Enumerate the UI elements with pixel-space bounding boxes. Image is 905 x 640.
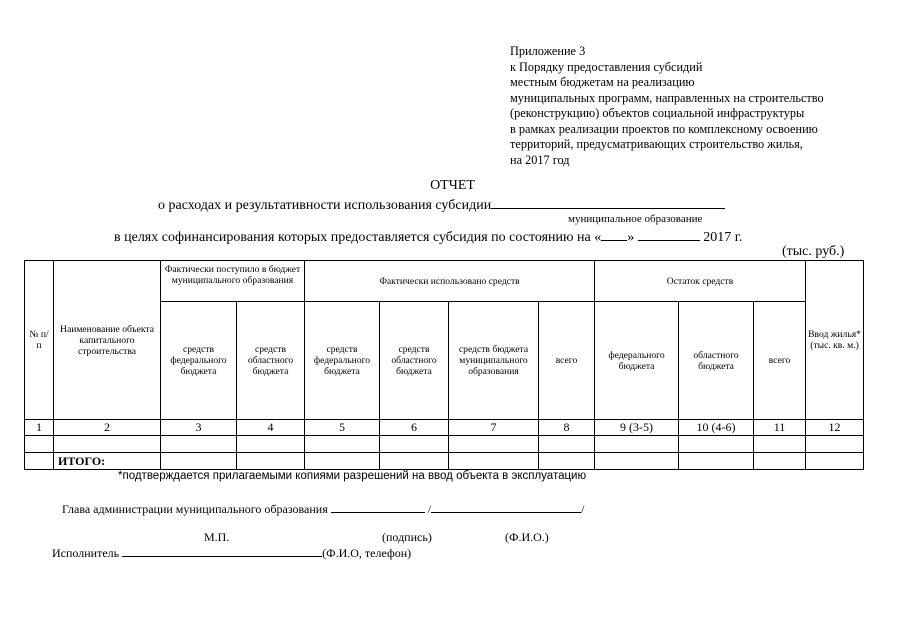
subtitle-1-text: о расходах и результативности использования субсидии [158,198,492,213]
header-used-reg: средств областного бюджета [380,302,449,420]
executor-line [52,545,411,561]
col-number: 11 [754,420,806,436]
header-used-total: всего [539,302,595,420]
empty-cell[interactable] [806,453,864,470]
fio-caption: (Ф.И.О.) [505,530,549,544]
name-blank-line[interactable] [431,501,581,513]
header-rem-reg: областного бюджета [679,302,754,420]
header-housing-unit: (тыс. кв. м.) [810,340,859,351]
signature-blank-line[interactable] [331,501,425,513]
header-rec-fed: средств федерального бюджета [161,302,237,420]
total-row [25,453,864,470]
report-title: ОТЧЕТ [430,178,475,193]
empty-cell[interactable] [449,453,539,470]
empty-cell[interactable] [806,436,864,453]
header-used-fed: средств федерального бюджета [305,302,380,420]
total-label: ИТОГО: [54,453,161,470]
empty-cell[interactable] [54,436,161,453]
empty-cell[interactable] [161,453,237,470]
empty-cell[interactable] [754,436,806,453]
col-number: 5 [305,420,380,436]
head-label: Глава администрации муниципального образования [62,502,328,516]
header-rem-fed: федерального бюджета [595,302,679,420]
head-signature-line: Глава администрации муниципального образования / / [62,502,585,516]
executor-label: Исполнитель [52,546,120,560]
municipality-caption: муниципальное образование [568,213,703,225]
empty-cell[interactable] [539,436,595,453]
empty-cell[interactable] [161,436,237,453]
empty-cell[interactable] [539,453,595,470]
col-number: 2 [54,420,161,436]
subtitle-2-prefix: в целях софинансирования которых предоставляется субсидия по состоянию на « [114,230,602,245]
col-number: 8 [539,420,595,436]
header-name: Наименование объекта капитального строительства [54,261,161,420]
empty-cell[interactable] [237,453,305,470]
col-number: 12 [806,420,864,436]
stamp-place-label: М.П. [204,530,230,544]
empty-cell[interactable] [679,436,754,453]
col-number: 3 [161,420,237,436]
empty-cell[interactable] [25,453,54,470]
subtitle-2-year: 2017 г. [703,230,743,245]
col-number: 1 [25,420,54,436]
month-blank-line[interactable] [638,228,700,241]
report-table [24,260,864,470]
header-num: № п/п [25,261,54,420]
empty-cell[interactable] [380,436,449,453]
empty-cell[interactable] [380,453,449,470]
header-used: Фактически использовано средств [305,261,595,302]
report-subtitle-2 [114,228,742,246]
appendix-line: к Порядку предоставления субсидий [510,59,703,74]
day-blank-line[interactable] [601,228,627,241]
appendix-line: в рамках реализации проектов по комплексному освоению [510,121,818,136]
report-subtitle-1 [158,196,725,214]
col-number: 4 [237,420,305,436]
header-housing-title: Ввод жилья* [808,329,861,340]
empty-cell[interactable] [25,436,54,453]
municipality-blank-line[interactable] [491,196,725,209]
header-remaining: Остаток средств [595,261,806,302]
units-label: (тыс. руб.) [782,244,845,259]
appendix-line: на 2017 год [510,152,570,167]
appendix-line: Приложение 3 [510,44,586,58]
empty-cell[interactable] [305,436,380,453]
col-number: 9 (3-5) [595,420,679,436]
executor-blank-line[interactable] [122,545,322,557]
empty-cell[interactable] [754,453,806,470]
empty-cell[interactable] [595,436,679,453]
appendix-line: муниципальных программ, направленных на строительство [510,90,824,105]
col-number: 10 (4-6) [679,420,754,436]
empty-cell[interactable] [305,453,380,470]
header-used-mun: средств бюджета муниципального образования [449,302,539,420]
footnote: *подтверждается прилагаемыми копиями разрешений на ввод объекта в эксплуатацию [118,470,587,482]
appendix-line: местным бюджетам на реализацию [510,75,695,89]
header-received: Фактически поступило в бюджет муниципального образования [161,261,305,302]
appendix-line: (реконструкцию) объектов социальной инфраструктуры [510,106,805,120]
empty-cell[interactable] [679,453,754,470]
empty-cell[interactable] [449,436,539,453]
subtitle-2-mid: » [627,230,635,245]
table-row [25,436,864,453]
header-housing [806,261,864,420]
col-number: 6 [380,420,449,436]
empty-cell[interactable] [237,436,305,453]
appendix-line: территорий, предусматривающих строительство жилья, [510,137,803,151]
col-number: 7 [449,420,539,436]
header-rem-total: всего [754,302,806,420]
signature-caption: (подпись) [382,530,432,544]
header-rec-reg: средств областного бюджета [237,302,305,420]
executor-suffix: (Ф.И.О, телефон) [322,546,412,560]
appendix-block [510,44,824,168]
empty-cell[interactable] [595,453,679,470]
